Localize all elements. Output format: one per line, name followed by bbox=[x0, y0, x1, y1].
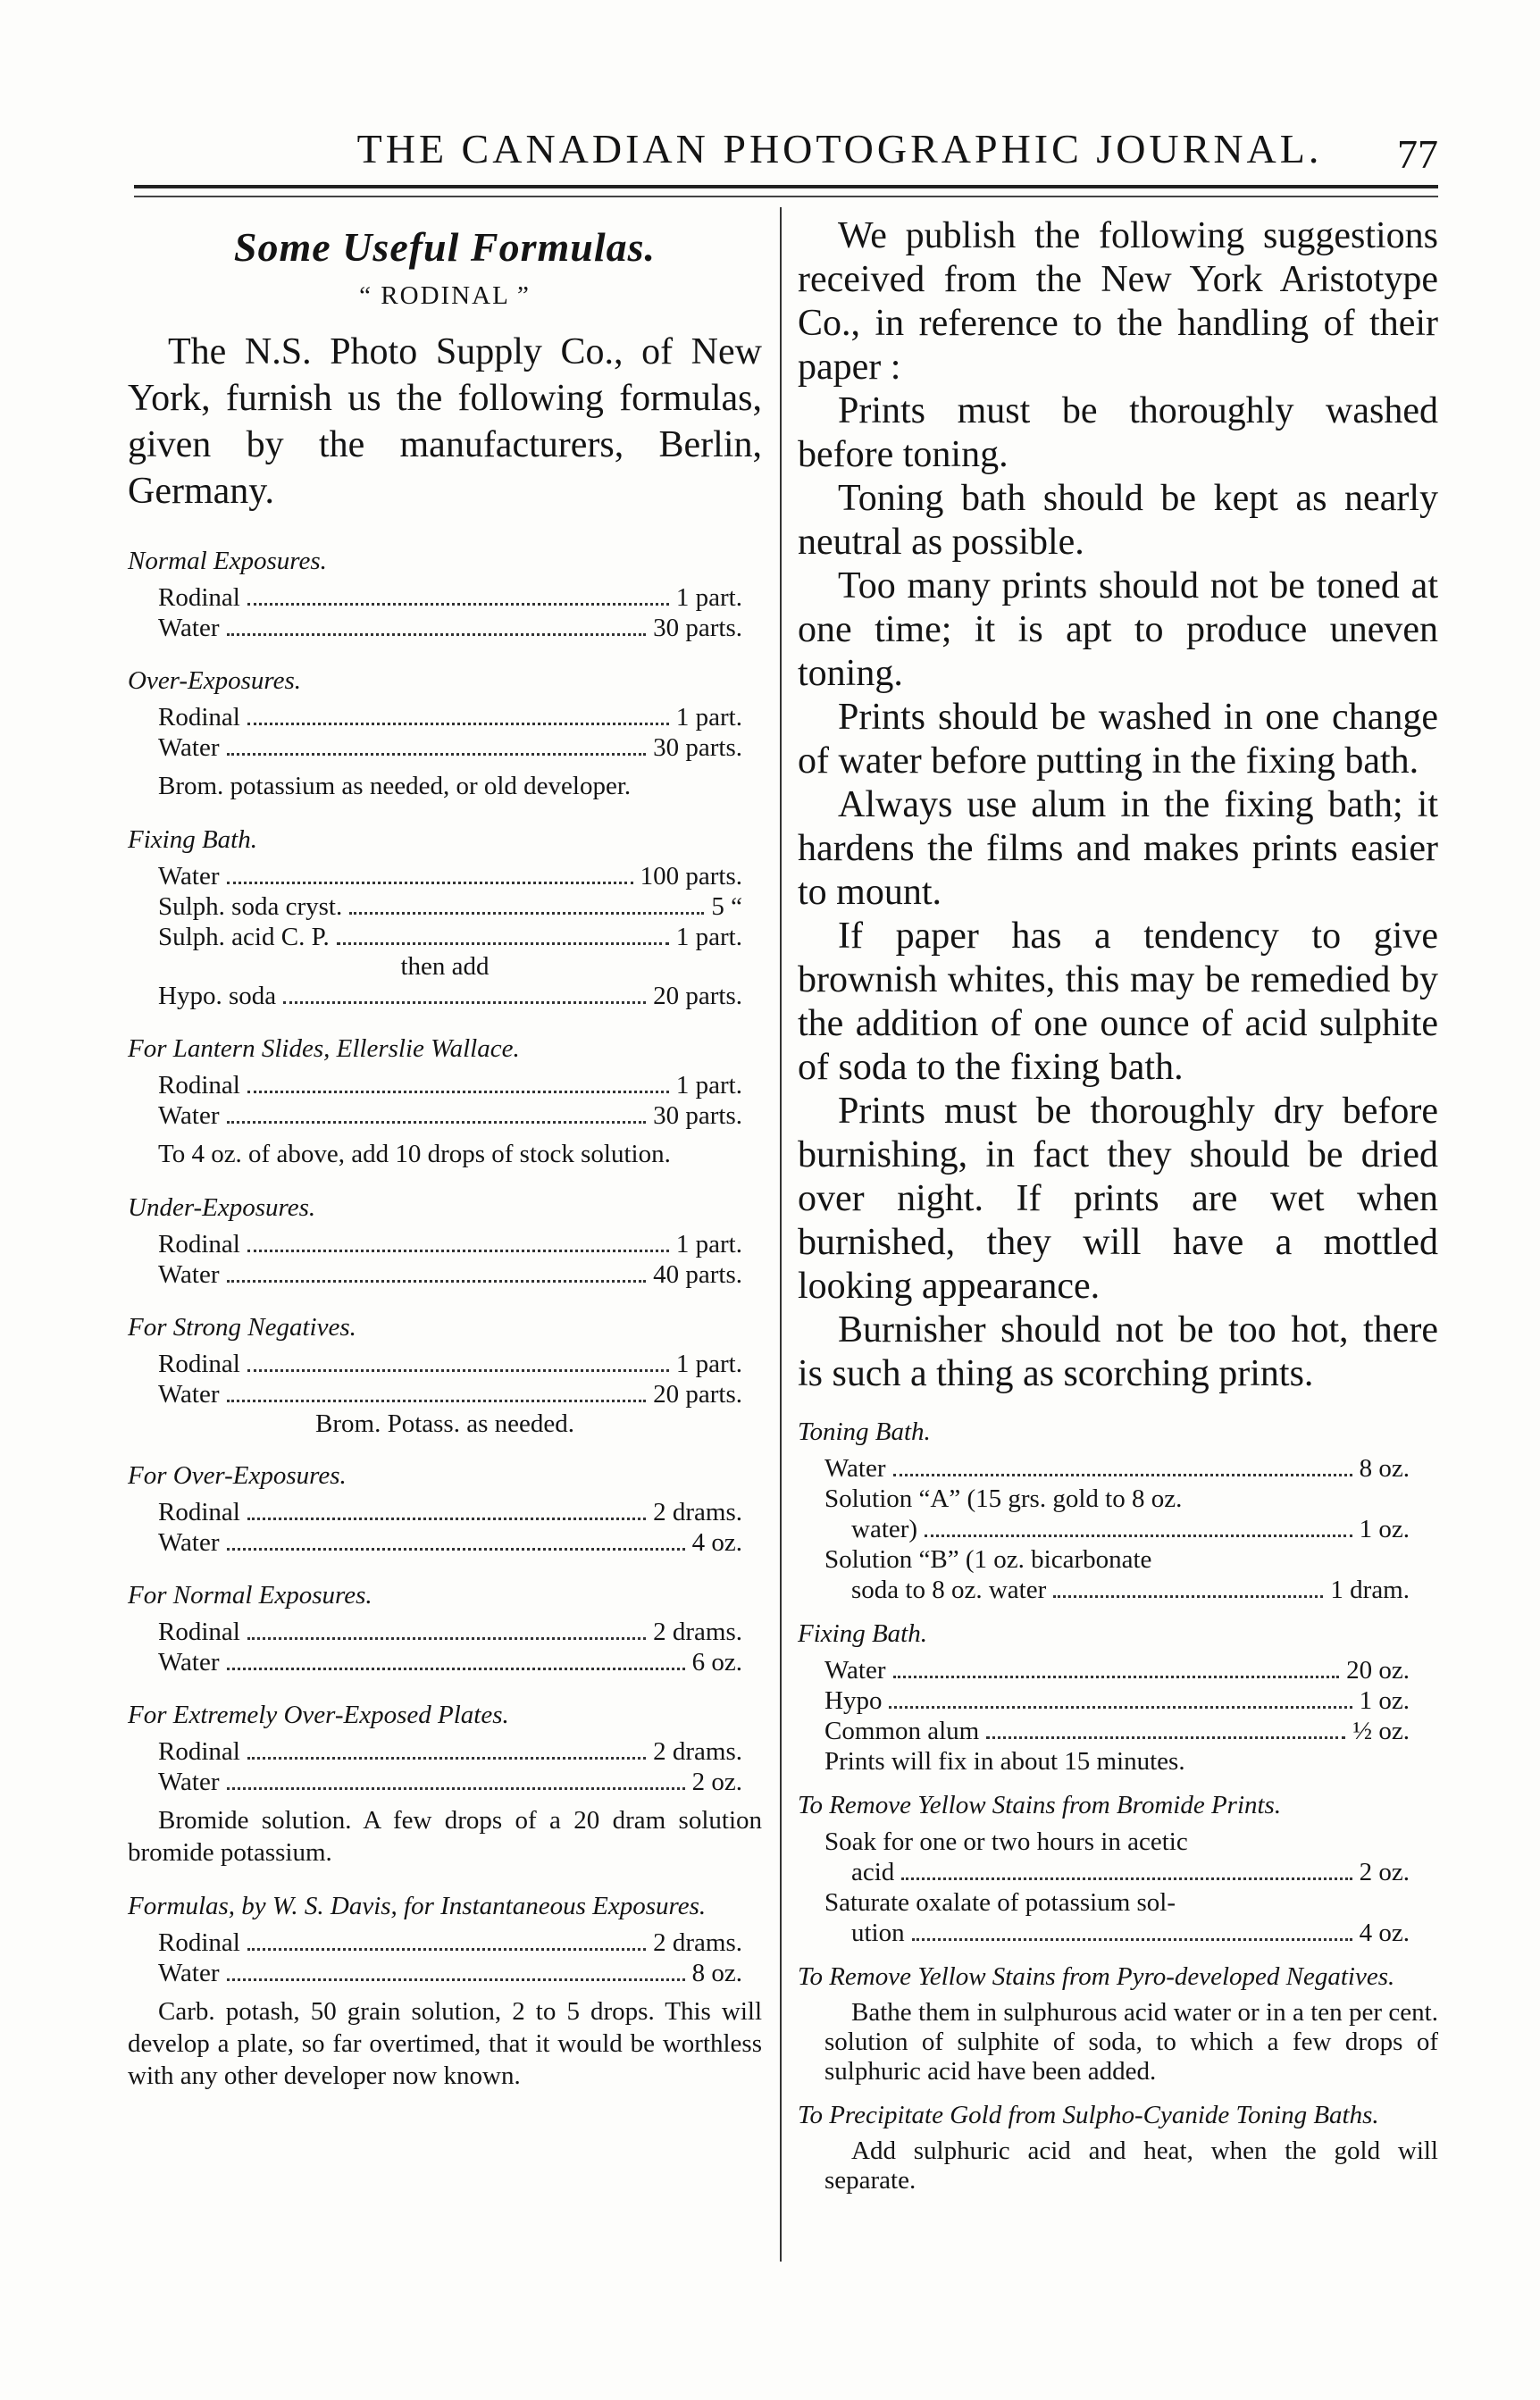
formula-title: To Remove Yellow Stains from Bromide Prints. bbox=[798, 1791, 1282, 1819]
formula-extremely-over-exposed bbox=[128, 1699, 762, 1869]
formula-title: Over-Exposures. bbox=[128, 666, 302, 695]
left-column bbox=[128, 214, 762, 2113]
formula-row: Water 100 parts. bbox=[158, 862, 742, 891]
formula-row: Water 4 oz. bbox=[158, 1528, 742, 1557]
page-number: 77 bbox=[1397, 131, 1438, 177]
formula-row: acid 2 oz. bbox=[851, 1858, 1410, 1886]
article-title: Some Useful Formulas. bbox=[233, 224, 657, 270]
formula-normal-exposures bbox=[128, 545, 762, 643]
formula-title: Fixing Bath. bbox=[798, 1619, 927, 1648]
formula-over-exposures-2 bbox=[128, 1459, 762, 1558]
formula-under-exposures bbox=[128, 1192, 762, 1290]
formula-davis-instantaneous bbox=[128, 1890, 762, 2092]
formula-toning-bath bbox=[798, 1416, 1438, 1605]
formula-pyro-stains bbox=[798, 1961, 1438, 2086]
paragraph: If paper has a tendency to give brownish whites, this may be remedied by the addition of one ounce of acid sulphite of soda to the fixing bath. bbox=[798, 916, 1438, 1088]
formula-row: Water 30 parts. bbox=[158, 733, 742, 762]
formula-over-exposures bbox=[128, 665, 762, 802]
paragraph: Always use alum in the fixing bath; it hardens the films and makes prints easier to mount. bbox=[798, 784, 1438, 913]
formula-row: Rodinal 2 drams. bbox=[158, 1498, 742, 1526]
formula-row: Rodinal 2 drams. bbox=[158, 1928, 742, 1957]
article-subtitle: “ RODINAL ” bbox=[359, 281, 531, 310]
formula-title: Formulas, by W. S. Davis, for Instantaneous Exposures. bbox=[128, 1892, 707, 1920]
formula-row: Water 8 oz. bbox=[824, 1454, 1410, 1483]
formula-row: Water 20 parts. bbox=[158, 1380, 742, 1409]
page-header bbox=[134, 125, 1438, 179]
formula-row: Water 30 parts. bbox=[158, 614, 742, 642]
formula-title: For Over-Exposures. bbox=[128, 1461, 347, 1490]
formula-row: Water 20 oz. bbox=[824, 1656, 1410, 1685]
formula-title: To Remove Yellow Stains from Pyro-developed Negatives. bbox=[798, 1962, 1395, 1991]
formula-title: Fixing Bath. bbox=[128, 825, 257, 854]
formula-row: Rodinal 1 part. bbox=[158, 1350, 742, 1378]
right-formulas bbox=[798, 1416, 1438, 2195]
formula-row: Saturate oxalate of potassium sol- bbox=[824, 1888, 1176, 1917]
paragraph: Prints should be washed in one change of water before putting in the fixing bath. bbox=[798, 697, 1438, 782]
formula-title: To Precipitate Gold from Sulpho-Cyanide Toning Baths. bbox=[798, 2101, 1379, 2129]
formula-title: For Lantern Slides, Ellerslie Wallace. bbox=[128, 1034, 520, 1063]
formula-title: For Normal Exposures. bbox=[128, 1581, 372, 1610]
formula-row: Water 8 oz. bbox=[158, 1959, 742, 1987]
formula-note: Carb. potash, 50 grain solution, 2 to 5 drops. This will develop a plate, so far overtimed, that it would be worthless with any other developer now known. bbox=[128, 1997, 762, 2090]
paragraph: Toning bath should be kept as nearly neutral as possible. bbox=[798, 478, 1438, 563]
formula-title: Toning Bath. bbox=[798, 1417, 931, 1446]
formula-row: Rodinal 1 part. bbox=[158, 703, 742, 732]
right-column bbox=[798, 214, 1438, 2208]
formula-row: Water 40 parts. bbox=[158, 1260, 742, 1289]
formula-row: Solution “A” (15 grs. gold to 8 oz. bbox=[824, 1484, 1183, 1513]
formula-row: Common alum ½ oz. bbox=[824, 1717, 1410, 1745]
formula-normal-exposures-2 bbox=[128, 1579, 762, 1677]
formula-row: Rodinal 1 part. bbox=[158, 1071, 742, 1100]
formula-row: Rodinal 2 drams. bbox=[158, 1737, 742, 1766]
paragraph: Prints must be thoroughly washed before toning. bbox=[798, 390, 1438, 475]
formula-fixing-bath-right bbox=[798, 1618, 1438, 1777]
formula-note: Brom. Potass. as needed. bbox=[315, 1409, 574, 1438]
column-divider bbox=[780, 207, 782, 2262]
formula-note-row: Prints will fix in about 15 minutes. bbox=[824, 1747, 1185, 1776]
formula-title: Normal Exposures. bbox=[128, 547, 327, 575]
paragraph: We publish the following suggestions received from the New York Aristotype Co., in reference to the handling of their paper : bbox=[798, 215, 1438, 388]
formula-fixing-bath bbox=[128, 824, 762, 1011]
formula-row: Hypo. soda 20 parts. bbox=[158, 982, 742, 1010]
formula-title: For Extremely Over-Exposed Plates. bbox=[128, 1701, 509, 1729]
formula-row: Rodinal 1 part. bbox=[158, 583, 742, 612]
header-rule-thick bbox=[134, 185, 1438, 188]
formula-strong-negatives bbox=[128, 1311, 762, 1438]
formula-row: ution 4 oz. bbox=[851, 1919, 1410, 1947]
formula-row: Water 30 parts. bbox=[158, 1101, 742, 1130]
formula-note: Bathe them in sulphurous acid water or in a ten per cent. solution of sulphite of soda, to which a few drops of sulphuric acid have been added. bbox=[824, 1998, 1438, 2086]
formula-title: For Strong Negatives. bbox=[128, 1313, 356, 1342]
formula-row: soda to 8 oz. water 1 dram. bbox=[851, 1576, 1410, 1604]
header-rule-thin bbox=[134, 196, 1438, 197]
paragraph: Too many prints should not be toned at one time; it is apt to produce uneven toning. bbox=[798, 565, 1438, 694]
formula-lantern-slides bbox=[128, 1033, 762, 1170]
formula-note: Add sulphuric acid and heat, when the gold will separate. bbox=[824, 2137, 1438, 2195]
formula-note: Brom. potassium as needed, or old developer. bbox=[158, 772, 632, 800]
formula-row: water) 1 oz. bbox=[851, 1515, 1410, 1543]
formula-row: Solution “B” (1 oz. bicarbonate bbox=[824, 1545, 1152, 1574]
intro-paragraph: The N.S. Photo Supply Co., of New York, furnish us the following formulas, given by the manufacturers, Berlin, Germany. bbox=[128, 331, 762, 512]
formula-row: Soak for one or two hours in acetic bbox=[824, 1827, 1188, 1856]
paragraph: Prints must be thoroughly dry before burnishing, in fact they should be dried over night. If prints are wet when burnished, they will have a mottled looking appearance. bbox=[798, 1091, 1438, 1307]
formula-note: To 4 oz. of above, add 10 drops of stock solution. bbox=[158, 1140, 671, 1168]
formula-precipitate-gold bbox=[798, 2099, 1438, 2195]
formula-then-add: then add bbox=[400, 952, 490, 981]
formula-row: Hypo 1 oz. bbox=[824, 1686, 1410, 1715]
formula-bromide-stains bbox=[798, 1789, 1438, 1948]
formula-row: Sulph. acid C. P. 1 part. bbox=[158, 923, 742, 951]
formula-title: Under-Exposures. bbox=[128, 1193, 316, 1222]
paragraph: Burnisher should not be too hot, there is such a thing as scorching prints. bbox=[798, 1309, 1438, 1394]
running-title: THE CANADIAN PHOTOGRAPHIC JOURNAL. bbox=[356, 126, 1323, 171]
formula-row: Rodinal 1 part. bbox=[158, 1230, 742, 1259]
formula-row: Water 6 oz. bbox=[158, 1648, 742, 1677]
formula-row: Water 2 oz. bbox=[158, 1768, 742, 1796]
formula-row: Sulph. soda cryst. 5 “ bbox=[158, 892, 742, 921]
formula-note: Bromide solution. A few drops of a 20 dram solution bromide potassium. bbox=[128, 1806, 762, 1867]
formula-row: Rodinal 2 drams. bbox=[158, 1618, 742, 1646]
